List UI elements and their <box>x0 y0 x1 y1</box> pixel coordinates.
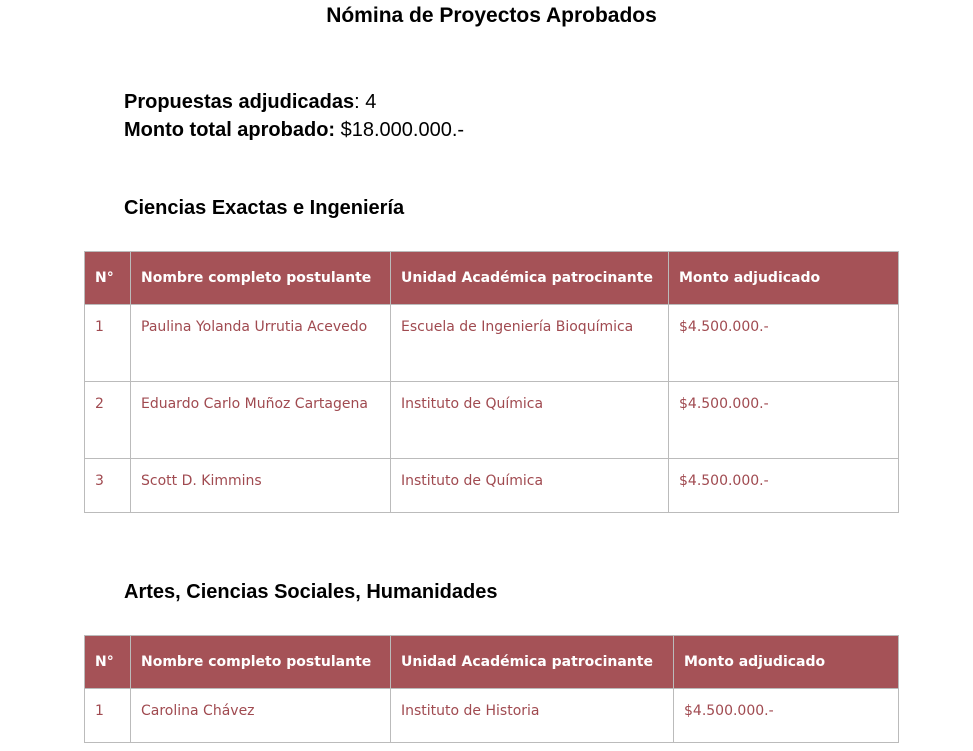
section-title: Artes, Ciencias Sociales, Humanidades <box>124 581 498 603</box>
table-row <box>85 459 899 513</box>
cell-name: Scott D. Kimmins <box>131 459 391 513</box>
proposals-value: : 4 <box>354 91 377 113</box>
header-number: N° <box>85 636 131 689</box>
cell-unit: Instituto de Química <box>391 382 669 459</box>
proposals-label: Propuestas adjudicadas <box>124 91 355 113</box>
header-number: N° <box>85 252 131 305</box>
cell-unit: Instituto de Historia <box>391 689 674 743</box>
projects-table-2 <box>84 635 899 743</box>
cell-name: Paulina Yolanda Urrutia Acevedo <box>131 305 391 382</box>
total-value: $18.000.000.- <box>335 119 465 141</box>
projects-table-1 <box>84 251 899 513</box>
header-amount: Monto adjudicado <box>674 636 899 689</box>
header-unit: Unidad Académica patrocinante <box>391 636 674 689</box>
table-row <box>85 305 899 382</box>
summary <box>124 88 464 144</box>
total-label: Monto total aprobado: <box>124 119 336 141</box>
cell-unit: Instituto de Química <box>391 459 669 513</box>
cell-number: 3 <box>85 459 131 513</box>
table-header <box>85 252 899 305</box>
header-unit: Unidad Académica patrocinante <box>391 252 669 305</box>
table-row <box>85 689 899 743</box>
cell-number: 1 <box>85 689 131 743</box>
cell-amount: $4.500.000.- <box>669 459 899 513</box>
cell-name: Carolina Chávez <box>131 689 391 743</box>
header-name: Nombre completo postulante <box>131 636 391 689</box>
page-title: Nómina de Proyectos Aprobados <box>326 4 657 27</box>
cell-number: 2 <box>85 382 131 459</box>
cell-amount: $4.500.000.- <box>674 689 899 743</box>
table-row <box>85 382 899 459</box>
cell-unit: Escuela de Ingeniería Bioquímica <box>391 305 669 382</box>
header-name: Nombre completo postulante <box>131 252 391 305</box>
section-title: Ciencias Exactas e Ingeniería <box>124 197 405 219</box>
header-amount: Monto adjudicado <box>669 252 899 305</box>
cell-amount: $4.500.000.- <box>669 382 899 459</box>
table-header <box>85 636 899 689</box>
cell-name: Eduardo Carlo Muñoz Cartagena <box>131 382 391 459</box>
cell-amount: $4.500.000.- <box>669 305 899 382</box>
cell-number: 1 <box>85 305 131 382</box>
